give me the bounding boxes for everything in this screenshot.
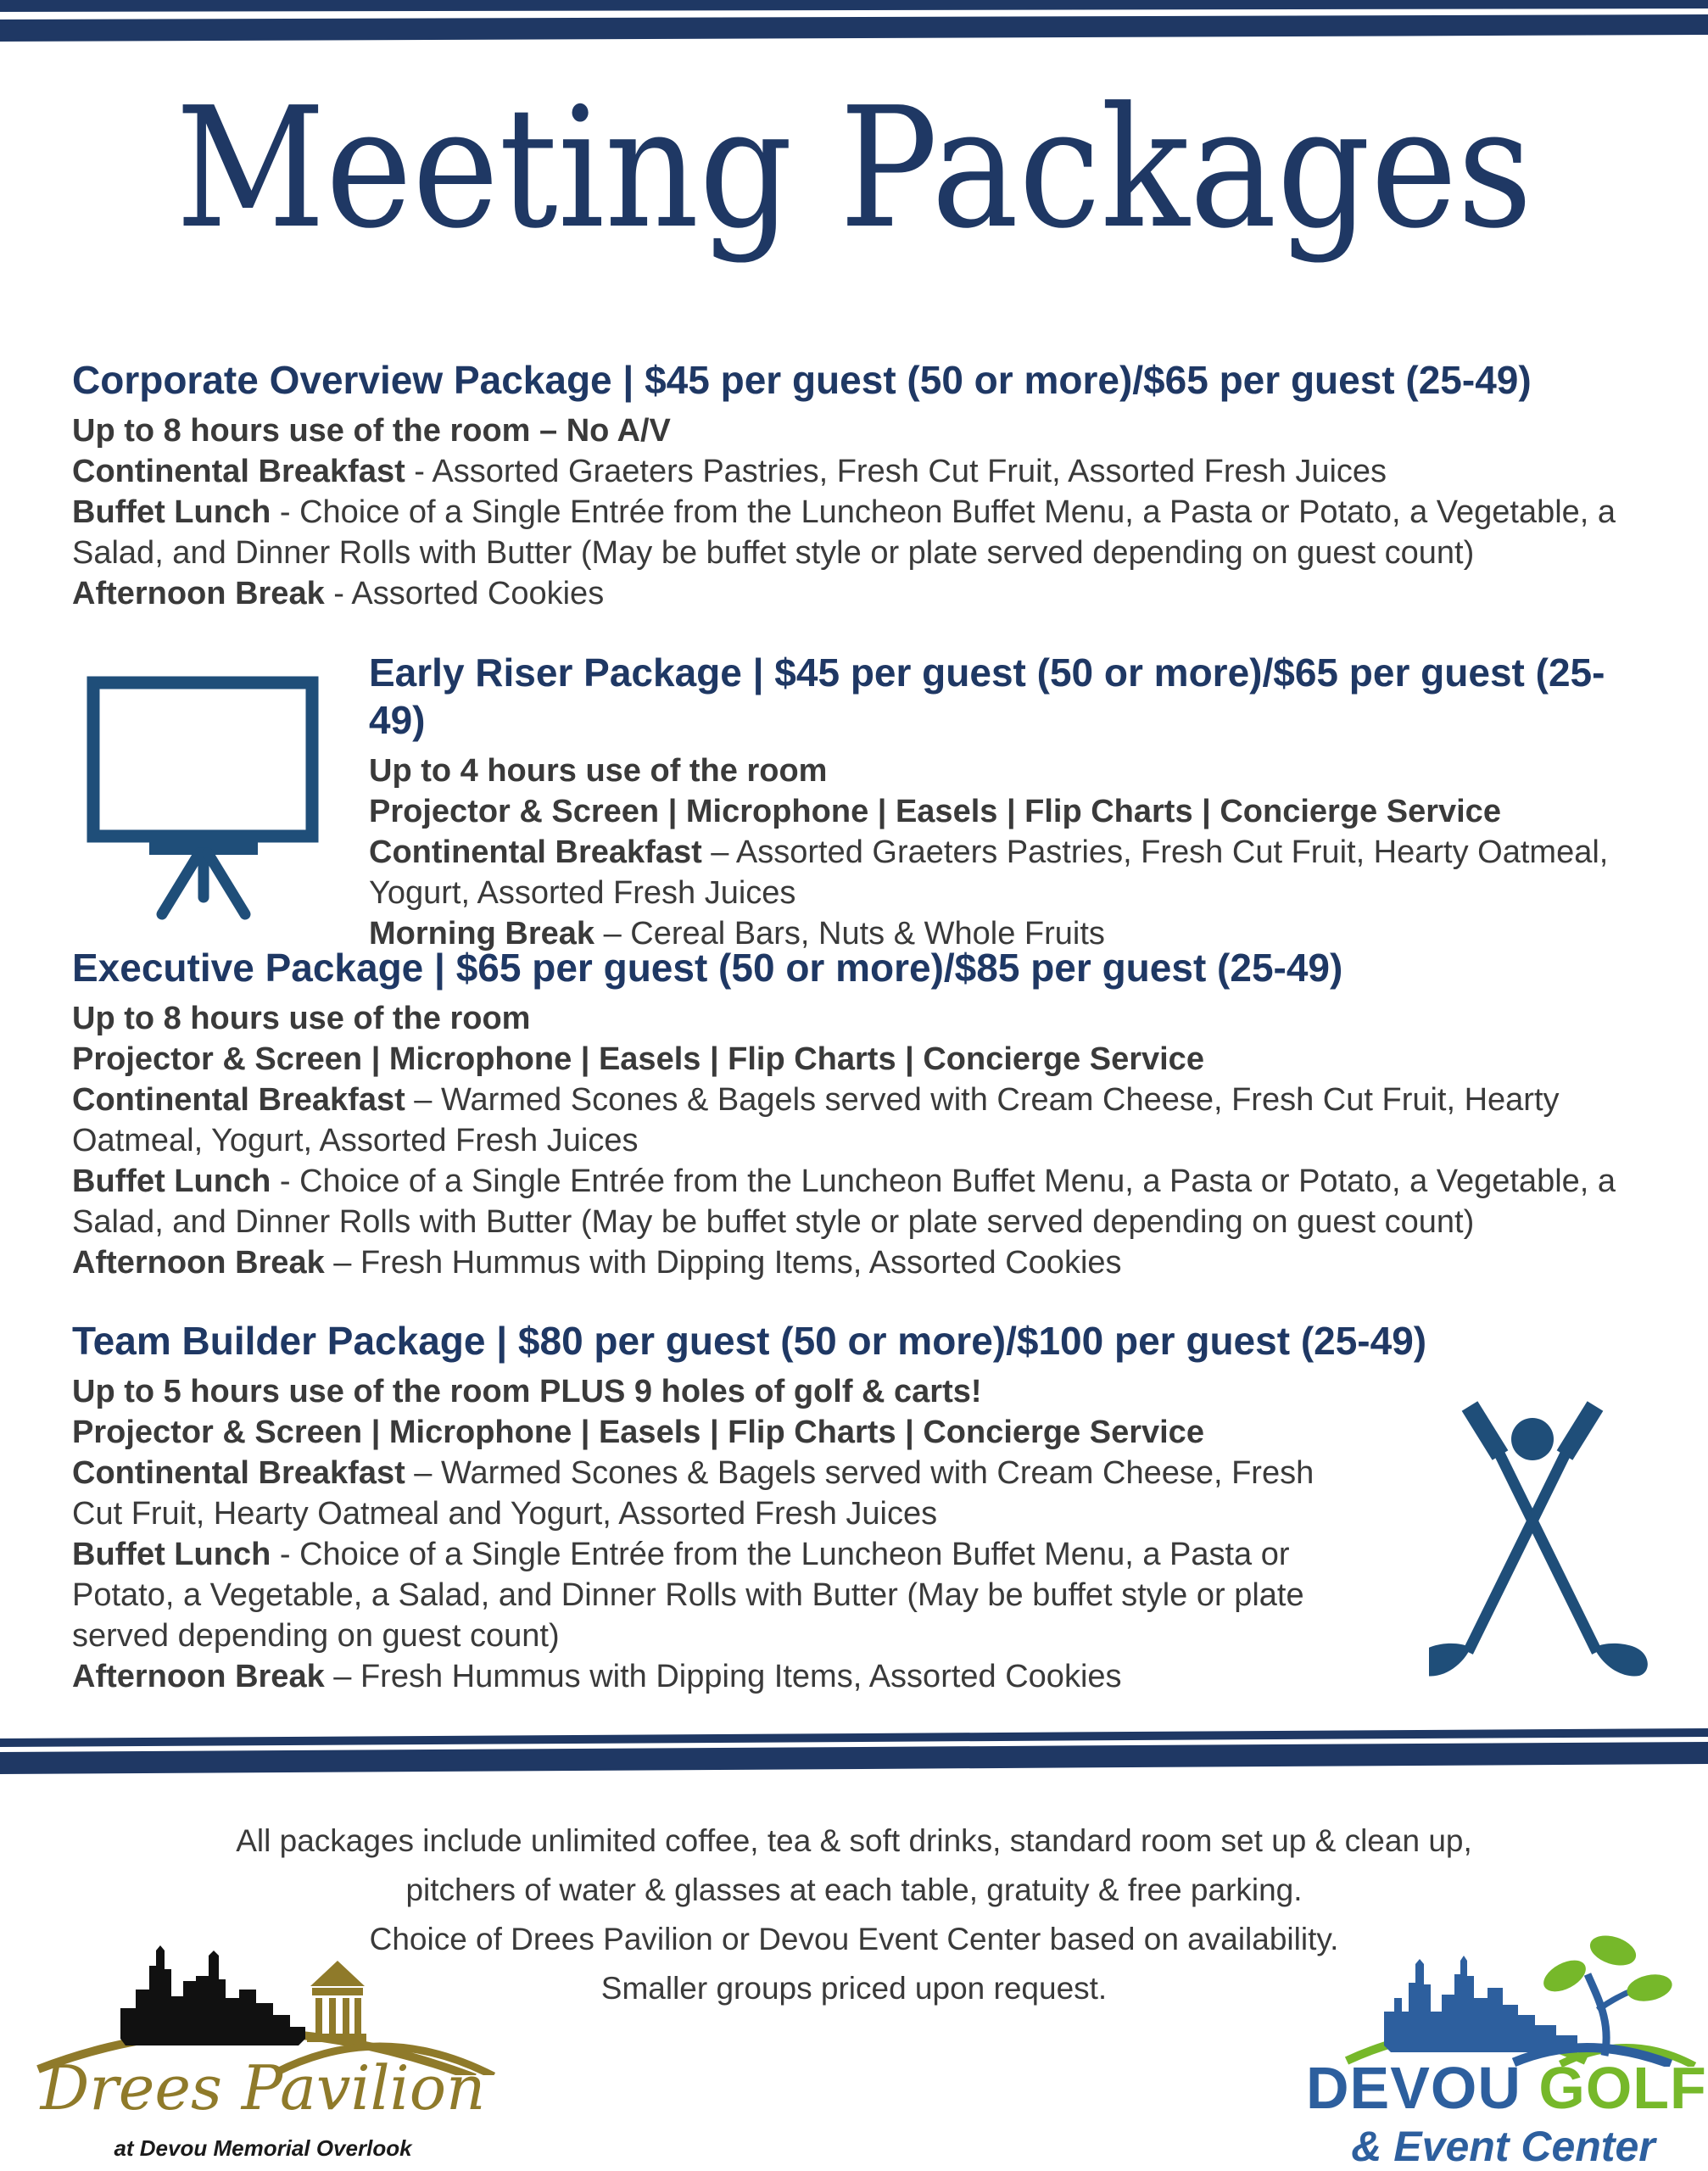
easel-board (93, 683, 312, 836)
golf-ball (1511, 1418, 1554, 1460)
wordmark-space (1521, 2055, 1538, 2121)
section-body (369, 751, 1611, 954)
top-divider-bars (0, 0, 1708, 51)
section-body (72, 1371, 1365, 1697)
package-line: Buffet Lunch - Choice of a Single Entrée from the Luncheon Buffet Menu, a Pasta or Potato, a Vegetable, a Salad, and Dinner Rolls with Butter (May be buffet style or plate served depending on guest count) (72, 494, 1616, 571)
section-early-riser (369, 649, 1611, 954)
devou-golf-wordmark (1306, 2054, 1707, 2122)
footer-line: All packages include unlimited coffee, tea & soft drinks, standard room set up & clean up, (236, 1823, 1472, 1858)
section-body (72, 410, 1641, 614)
golf-word: GOLF (1538, 2055, 1707, 2121)
package-line: Afternoon Break – Fresh Hummus with Dipping Items, Assorted Cookies (72, 1659, 1122, 1694)
package-line: Continental Breakfast – Warmed Scones & Bagels served with Cream Cheese, Fresh Cut Fruit, Hearty Oatmeal, Yogurt, Assorted Fresh Juices (72, 1082, 1560, 1158)
golf-club-left (1470, 1406, 1648, 1677)
section-executive (72, 944, 1641, 1283)
package-line: Continental Breakfast - Assorted Graeters Pastries, Fresh Cut Fruit, Assorted Fresh Juices (72, 454, 1387, 489)
package-line: Projector & Screen | Microphone | Easels | Flip Charts | Concierge Service (369, 794, 1501, 829)
devou-golf-logo (1306, 1927, 1707, 2170)
page-title-graphic (0, 59, 1708, 280)
crossed-golf-clubs-icon (1429, 1399, 1649, 1692)
section-corporate-overview (72, 356, 1641, 614)
section-heading: Early Riser Package | $45 per guest (50 or more)/$65 per guest (25-49) (369, 650, 1605, 742)
drees-pavilion-tagline: at Devou Memorial Overlook (114, 2135, 412, 2161)
top-divider-bar-thick (0, 14, 1708, 42)
section-body (72, 998, 1641, 1283)
footer-line: Smaller groups priced upon request. (600, 1971, 1108, 2006)
bottom-divider-bar-thick (0, 1742, 1708, 1774)
package-line: Buffet Lunch - Choice of a Single Entrée from the Luncheon Buffet Menu, a Pasta or Potato, a Vegetable, a Salad, and Dinner Rolls with Butter (May be buffet style or plate served depending on guest count) (72, 1164, 1616, 1240)
drees-pavilion-wordmark: Drees Pavilion (40, 2052, 486, 2124)
devou-golf-logo-graphic (1306, 1927, 1700, 2067)
page-title: Meeting Packages (176, 72, 1532, 265)
footer-line: Choice of Drees Pavilion or Devou Event Center based on availability. (369, 1922, 1339, 1956)
package-line: Afternoon Break – Fresh Hummus with Dipping Items, Assorted Cookies (72, 1245, 1122, 1281)
package-line: Continental Breakfast – Assorted Graeters Pastries, Fresh Cut Fruit, Hearty Oatmeal, Yogurt, Assorted Fresh Juices (369, 834, 1609, 911)
section-team-builder (72, 1317, 1427, 1697)
devou-skyline (1384, 1956, 1577, 2052)
package-line: Up to 8 hours use of the room (72, 1001, 531, 1036)
flipchart-easel-icon (76, 670, 331, 920)
package-line: Afternoon Break - Assorted Cookies (72, 576, 605, 611)
package-line: Projector & Screen | Microphone | Easels | Flip Charts | Concierge Service (72, 1041, 1204, 1077)
drees-pavilion-logo (25, 1927, 500, 2171)
bottom-divider-bars (0, 1727, 1708, 1778)
package-line: Up to 4 hours use of the room (369, 753, 828, 789)
section-heading: Team Builder Package | $80 per guest (50 or more)/$100 per guest (25-49) (72, 1319, 1427, 1363)
golf-club-right (1429, 1406, 1595, 1677)
package-line: Up to 5 hours use of the room PLUS 9 holes of golf & carts! (72, 1374, 982, 1409)
footer-line: pitchers of water & glasses at each table, gratuity & free parking. (405, 1872, 1303, 1907)
package-line: Morning Break – Cereal Bars, Nuts & Whole Fruits (369, 916, 1105, 952)
devou-golf-tagline: & Event Center (1351, 2123, 1655, 2170)
package-line: Up to 8 hours use of the room – No A/V (72, 413, 671, 449)
package-line: Projector & Screen | Microphone | Easels | Flip Charts | Concierge Service (72, 1415, 1204, 1450)
package-line: Buffet Lunch - Choice of a Single Entrée from the Luncheon Buffet Menu, a Pasta or Potato, a Vegetable, a Salad, and Dinner Rolls with Butter (May be buffet style or plate served depending on guest count) (72, 1537, 1304, 1654)
section-heading: Executive Package | $65 per guest (50 or more)/$85 per guest (25-49) (72, 946, 1343, 990)
section-heading: Corporate Overview Package | $45 per guest (50 or more)/$65 per guest (25-49) (72, 358, 1532, 402)
drees-gazebo (307, 1961, 366, 2042)
devou-word: DEVOU (1306, 2055, 1521, 2121)
easel-right-leg (208, 853, 245, 914)
drees-skyline (120, 1945, 305, 2045)
package-line: Continental Breakfast – Warmed Scones & Bagels served with Cream Cheese, Fresh Cut Fruit, Hearty Oatmeal and Yogurt, Assorted Fresh Juices (72, 1455, 1314, 1532)
easel-left-leg (162, 853, 199, 914)
top-divider-bar-thin (0, 0, 1708, 12)
